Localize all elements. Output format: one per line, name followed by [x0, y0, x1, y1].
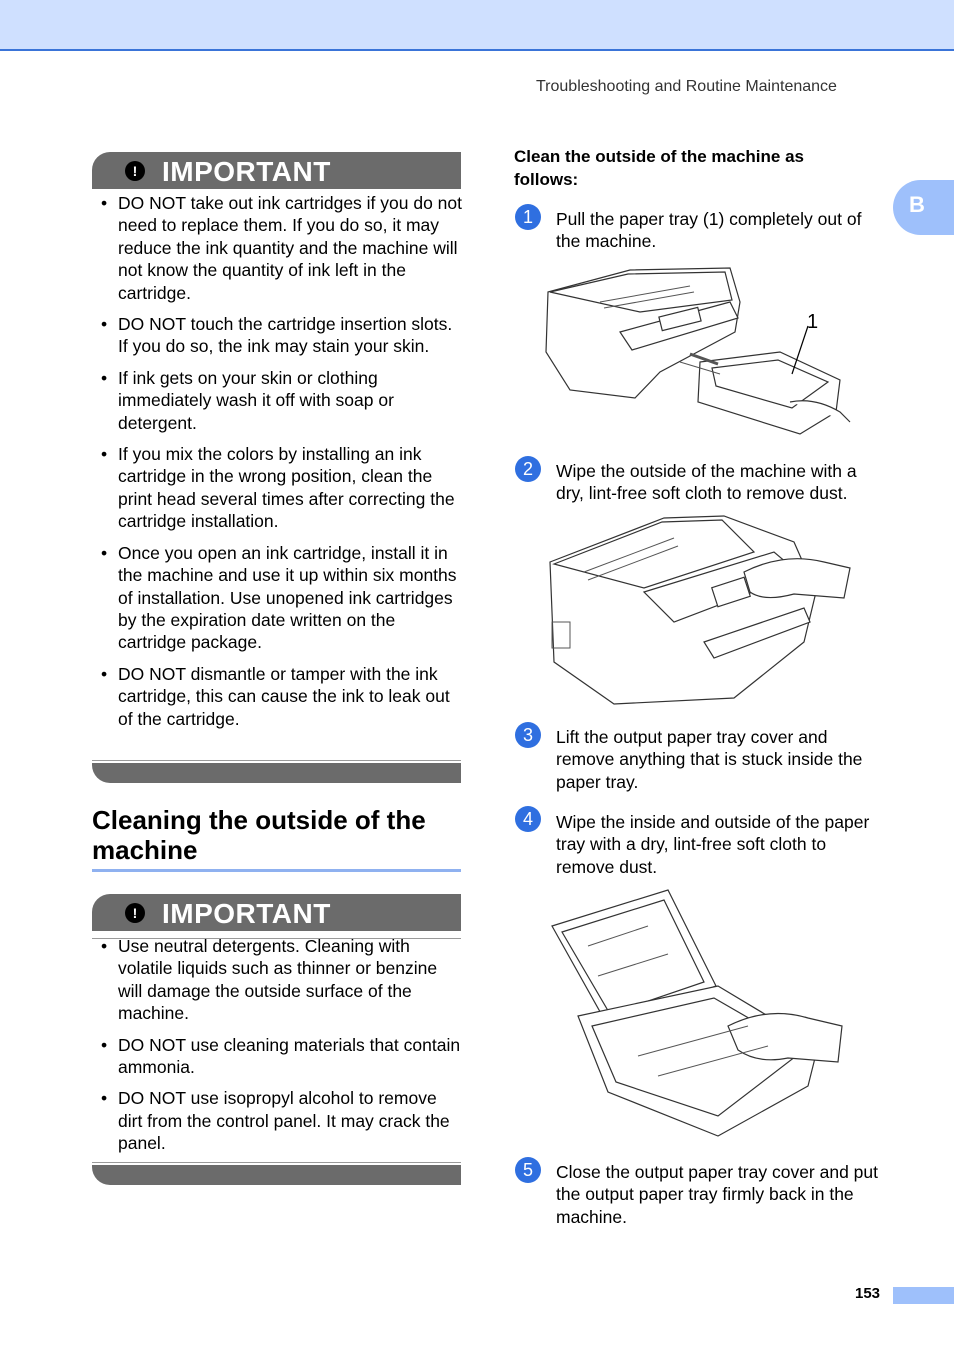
paper-tray-wiping-illustration: [548, 886, 848, 1142]
section-heading-rule: [92, 869, 461, 872]
procedure-intro: Clean the outside of the machine as follows:: [514, 147, 805, 189]
chapter-tab: [893, 180, 954, 235]
important-list-2: [98, 935, 463, 1164]
important-item: • Once you open an ink cartridge, install it in the machine and use it up within six months of installation. Use unopened ink cartridges by the expiration date written on the cartridge package.: [98, 542, 463, 654]
important-header-2: [92, 894, 461, 931]
step-text-2: Wipe the outside of the machine with a dry, lint-free soft cloth to remove dust.: [556, 461, 857, 504]
important-title-1: IMPORTANT: [162, 156, 331, 187]
important-item: • DO NOT use isopropyl alcohol to remove dirt from the control panel. It may crack the panel.: [98, 1087, 463, 1154]
step-text-1: Pull the paper tray (1) completely out of the machine.: [556, 209, 862, 252]
printer-wiping-illustration: [544, 512, 854, 708]
important-item: • DO NOT take out ink cartridges if you do not need to replace them. If you do so, it may reduce the ink quantity and the machine will not know the quantity of ink left in the cartridge.: [98, 192, 463, 304]
important-footer-2: [92, 1165, 461, 1185]
figure-callout: 1: [807, 311, 819, 333]
important-list-1: [98, 192, 463, 739]
top-banner: [0, 0, 954, 51]
important-item: • If ink gets on your skin or clothing immediately wash it off with soap or detergent.: [98, 367, 463, 434]
step-text-3: Lift the output paper tray cover and remove anything that is stuck inside the paper tray.: [556, 727, 863, 792]
page-number-bar: [893, 1287, 954, 1304]
important-item: • DO NOT dismantle or tamper with the ink cartridge, this can cause the ink to leak out of the cartridge.: [98, 663, 463, 730]
important-header-1: [92, 152, 461, 189]
running-head: Troubleshooting and Routine Maintenance: [536, 78, 837, 95]
important-item: • Use neutral detergents. Cleaning with volatile liquids such as thinner or benzine will damage the outside surface of the machine.: [98, 935, 463, 1025]
step-number-5: 5: [515, 1157, 541, 1183]
step-number-1: 1: [515, 204, 541, 230]
important-divider-1: [92, 760, 461, 761]
step-number-2: 2: [515, 456, 541, 482]
warning-icon: !: [125, 161, 145, 181]
chapter-tab-label: B: [909, 192, 925, 217]
step-text-4: Wipe the inside and outside of the paper tray with a dry, lint-free soft cloth to remove dust.: [556, 812, 870, 877]
important-title-2: IMPORTANT: [162, 898, 331, 929]
step-text-5: Close the output paper tray cover and put the output paper tray firmly back in the machine.: [556, 1162, 879, 1227]
important-divider-2b: [92, 1162, 461, 1163]
step-number-3: 3: [515, 722, 541, 748]
warning-icon: !: [125, 903, 145, 923]
important-item: • DO NOT use cleaning materials that contain ammonia.: [98, 1034, 463, 1079]
important-item: • DO NOT touch the cartridge insertion slots. If you do so, the ink may stain your skin.: [98, 313, 463, 358]
step-number-4: 4: [515, 806, 541, 832]
important-footer-1: [92, 763, 461, 783]
important-item: • If you mix the colors by installing an ink cartridge in the wrong position, clean the print head several times after correcting the cartridge installation.: [98, 443, 463, 533]
printer-paper-tray-illustration: [540, 262, 860, 438]
section-heading: Cleaning the outside of the machine: [92, 805, 426, 865]
page-number: 153: [855, 1285, 881, 1302]
